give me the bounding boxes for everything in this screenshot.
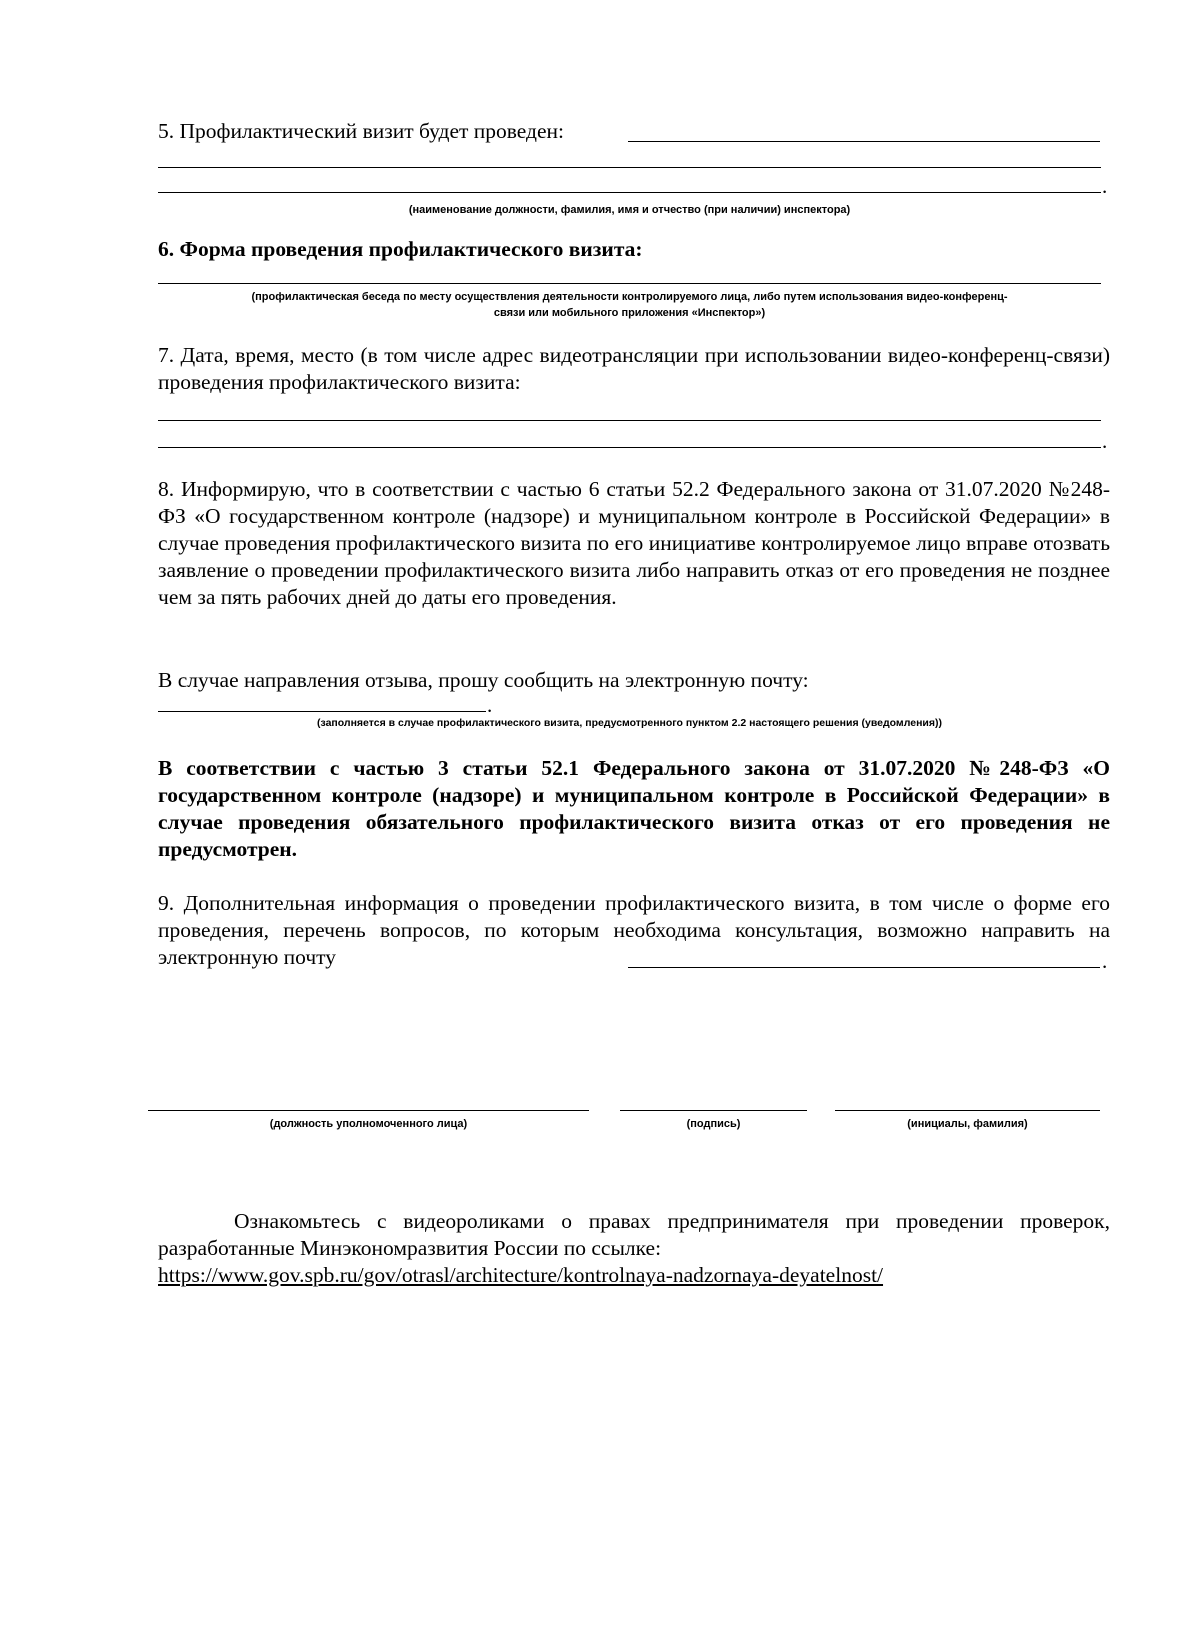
section-9-text: 9. Дополнительная информация о проведении профилактического визита, в том числе о форме его проведения, перечень вопросов, по которым необходима консультация, возможно направить на электронную почту: [158, 891, 1110, 969]
section-5-label-text: 5. Профилактический визит будет проведен:: [158, 119, 565, 143]
section-7-text: 7. Дата, время, место (в том числе адрес видеотрансляции при использовании видео-конференц-связи) проведения профилактического визита:: [158, 343, 1110, 394]
inspector-field-line-1[interactable]: [628, 141, 1100, 142]
withdrawal-email-request: В случае направления отзыва, прошу сообщить на электронную почту:: [158, 668, 809, 692]
section-8-text: 8. Информирую, что в соответствии с частью 6 статьи 52.2 Федерального закона от 31.07.2020 №248-ФЗ «О государственном контроле (надзоре) и муниципальном контроле в Российской Федерации» в случае проведения профилактического визита по его инициативе контролируемое лицо вправе отозвать заявление о проведении профилактического визита либо направить отказ от его проведения не позднее чем за пять рабочих дней до даты его проведения.: [158, 477, 1110, 609]
withdrawal-email-dot: .: [487, 693, 493, 717]
additional-info-email-field-line[interactable]: [628, 967, 1100, 968]
visit-form-caption-line-1: (профилактическая беседа по месту осуществления деятельности контролируемого лица, либо путем использования видео-конференц-: [251, 291, 1008, 303]
withdrawal-email-field-line[interactable]: [158, 711, 486, 712]
signature-line[interactable]: [620, 1110, 807, 1111]
datetime-field-line-2[interactable]: [158, 447, 1101, 448]
section-7-end-dot: .: [1102, 429, 1108, 453]
footer-link-row: [158, 1262, 1110, 1289]
section-9-end-dot: .: [1102, 949, 1108, 973]
visit-form-caption-line-2: связи или мобильного приложения «Инспектор»): [493, 307, 766, 319]
position-caption: (должность уполномоченного лица): [269, 1118, 468, 1130]
name-caption: (инициалы, фамилия): [907, 1118, 1028, 1130]
visit-form-field-line[interactable]: [158, 283, 1101, 284]
mandatory-visit-note: В соответствии с частью 3 статьи 52.1 Федерального закона от 31.07.2020 №248-ФЗ «О государственном контроле (надзоре) и муниципальном контроле в Российской Федерации» в случае проведения обязательного профилактического визита отказ от его проведения не предусмотрен.: [158, 756, 1110, 861]
footer-text: Ознакомьтесь с видеороликами о правах предпринимателя при проведении проверок, разработанные Минэкономразвития России по ссылке:: [158, 1209, 1110, 1260]
datetime-field-line-1[interactable]: [158, 420, 1101, 421]
inspector-field-line-2[interactable]: [158, 167, 1101, 168]
section-6-label: 6. Форма проведения профилактического визита:: [158, 237, 643, 261]
videos-link[interactable]: https://www.gov.spb.ru/gov/otrasl/architecture/kontrolnaya-nadzornaya-deyatelnost/: [158, 1263, 884, 1287]
name-signature-line[interactable]: [835, 1110, 1100, 1111]
withdrawal-email-caption: (заполняется в случае профилактического визита, предусмотренного пунктом 2.2 настоящего решения (уведомления)): [317, 717, 942, 729]
section-5-end-dot: .: [1102, 174, 1108, 198]
signature-caption: (подпись): [686, 1118, 741, 1130]
inspector-field-line-3[interactable]: [158, 192, 1101, 193]
position-signature-line[interactable]: [148, 1110, 589, 1111]
inspector-caption: (наименование должности, фамилия, имя и отчество (при наличии) инспектора): [408, 204, 851, 216]
